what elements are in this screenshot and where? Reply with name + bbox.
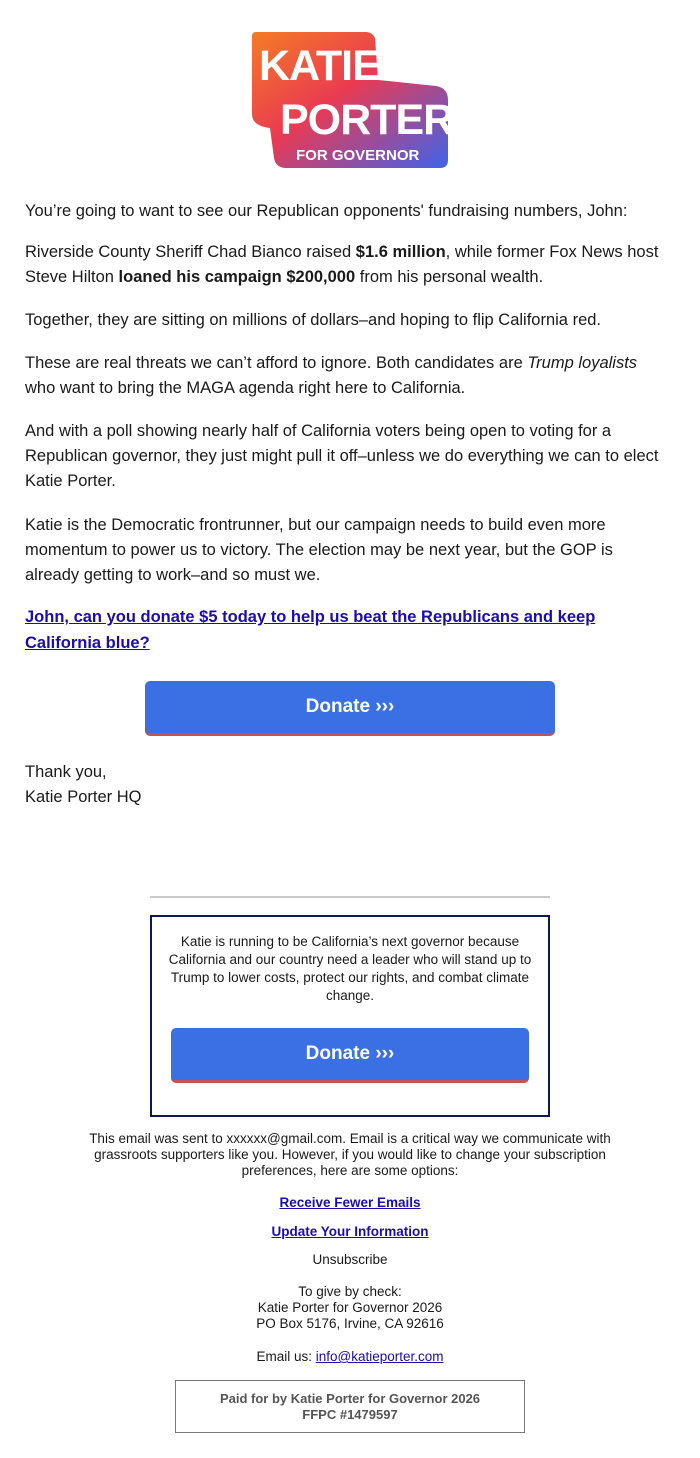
paragraph-text: And with a poll showing nearly half of California voters being open to voting for a Republican governor, they just might pull it off–unless we do everything we can to elect Katie Porter. — [25, 422, 659, 490]
footer-email-row — [0, 1349, 700, 1365]
body-paragraph-3 — [25, 308, 665, 333]
check-address: PO Box 5176, Irvine, CA 92616 — [256, 1316, 444, 1331]
info-box-donate-button[interactable]: Donate ››› — [171, 1028, 529, 1083]
receive-fewer-emails-link[interactable]: Receive Fewer Emails — [279, 1195, 421, 1210]
check-payee: Katie Porter for Governor 2026 — [257, 1300, 443, 1315]
body-paragraph-4 — [25, 351, 665, 401]
paragraph-text: , while former Fox News host Steve Hilton — [25, 243, 659, 286]
logo-graphic — [248, 30, 453, 170]
body-paragraph-6 — [25, 513, 665, 588]
signoff — [25, 760, 141, 810]
check-heading: To give by check: — [298, 1284, 402, 1299]
italic-phrase: Trump loyalists — [527, 354, 638, 372]
campaign-logo — [248, 30, 453, 170]
contact-email-link[interactable]: info@katieporter.com — [315, 1349, 444, 1364]
update-information-link[interactable]: Update Your Information — [271, 1224, 429, 1239]
signoff-thanks: Thank you, — [25, 763, 107, 781]
body-paragraph-1 — [25, 199, 665, 224]
paragraph-text: These are real threats we can’t afford to ignore. Both candidates are — [25, 354, 528, 372]
footer-update-info-row — [0, 1224, 700, 1240]
footer-check-address — [0, 1284, 700, 1332]
paragraph-text: who want to bring the MAGA agenda right here to California. — [25, 379, 466, 397]
paragraph-text: Riverside County Sheriff Chad Bianco raised — [25, 243, 356, 261]
bold-amount: $1.6 million — [355, 243, 446, 261]
ffpc-line: FFPC #1479597 — [302, 1407, 398, 1422]
paragraph-text: Katie is the Democratic frontrunner, but our campaign needs to build even more momentum to power us to victory. The election may be next year, but the GOP is already getting to work–and so must we. — [25, 516, 613, 584]
donate-button[interactable]: Donate ››› — [145, 681, 555, 736]
footer-sent-notice — [0, 1131, 700, 1179]
bold-loan: loaned his campaign $200,000 — [118, 268, 356, 286]
body-paragraph-5 — [25, 419, 665, 494]
donate-cta-link[interactable]: John, can you donate $5 today to help us beat the Republicans and keep California blue? — [25, 608, 596, 652]
paragraph-text: You’re going to want to see our Republican opponents' fundraising numbers, John: — [25, 202, 628, 220]
signoff-sender: Katie Porter HQ — [25, 788, 142, 806]
email-label: Email us: — [256, 1349, 316, 1364]
body-paragraph-2 — [25, 240, 665, 290]
info-box-text: Katie is running to be California’s next governor because California and our country need a leader who will stand up to Trump to lower costs, protect our rights, and combat climate change. — [168, 934, 532, 1003]
paid-for-disclaimer — [175, 1380, 525, 1433]
footer-sent-text: This email was sent to xxxxxx@gmail.com. Email is a critical way we communicate with grassroots supporters like you. However, if you would like to change your subscription preferences, here are some options: — [89, 1131, 611, 1178]
footer-fewer-emails-row — [0, 1195, 700, 1211]
footer-divider — [150, 896, 550, 898]
unsubscribe-link[interactable]: Unsubscribe — [312, 1252, 388, 1267]
paragraph-text: Together, they are sitting on millions of dollars–and hoping to flip California red. — [25, 311, 602, 329]
footer-unsubscribe-row — [0, 1252, 700, 1268]
logo-line-porter: PORTER — [280, 96, 453, 144]
paragraph-text: from his personal wealth. — [355, 268, 544, 286]
paid-for-line: Paid for by Katie Porter for Governor 2026 — [219, 1391, 481, 1406]
logo-line-for-governor: FOR GOVERNOR — [296, 147, 420, 164]
logo-line-katie: KATIE — [259, 42, 380, 90]
